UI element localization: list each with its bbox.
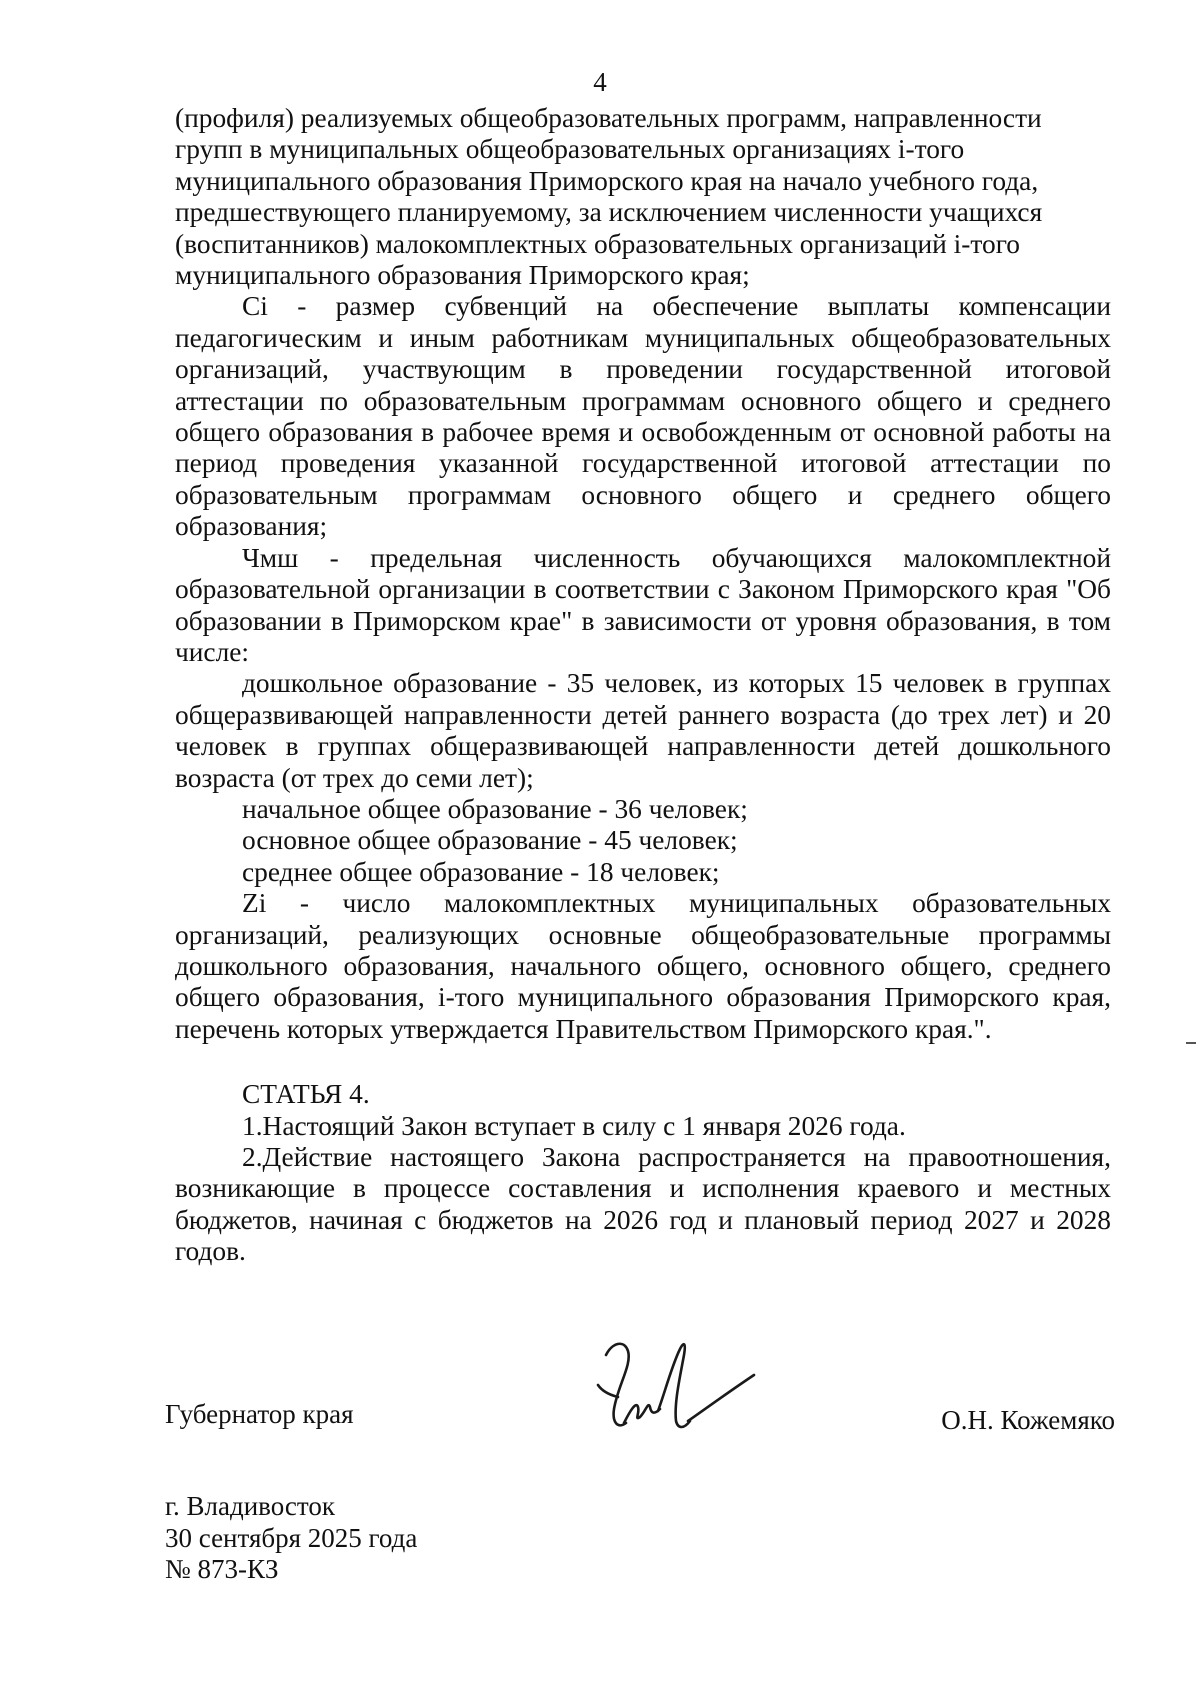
law-number: № 873-КЗ (165, 1554, 279, 1584)
governor-title: Губернатор края (165, 1399, 354, 1429)
document-body (175, 103, 1111, 1268)
paragraph-profile-continuation: (профиля) реализуемых общеобразовательных программ, направленности групп в муниципальных общеобразовательных организациях i-того муниципального образования Приморского края на начало учебного года, предшествующего планируемому, за исключением численности учащихся (воспитанников) малокомплектных образовательных организаций i-того муниципального образования Приморского края; (175, 103, 1043, 291)
article-item-1: 1.Настоящий Закон вступает в силу с 1 января 2026 года. (242, 1110, 906, 1141)
paragraph-chmsh-definition: Чмш - предельная численность обучающихся малокомплектной образовательной организации в соответствии с Законом Приморского края "Об образовании в Приморском крае" в зависимости от уровня образования, в том числе: (175, 542, 1111, 667)
law-date: 30 сентября 2025 года (165, 1522, 418, 1553)
spacer (175, 1045, 1111, 1079)
page-number: 4 (593, 67, 607, 97)
article-title: СТАТЬЯ 4. (242, 1079, 370, 1110)
paragraph-preschool-limit: дошкольное образование - 35 человек, из которых 15 человек в группах общеразвивающей направленности детей раннего возраста (до трех лет) и 20 человек в группах общеразвивающей направленности детей дошкольного возраста (от трех до семи лет); (175, 668, 1111, 793)
handwritten-signature-icon (588, 1325, 768, 1455)
paragraph-basic-limit: основное общее образование - 45 человек; (242, 825, 738, 856)
article-item-2: 2.Действие настоящего Закона распространяется на правоотношения, возникающие в процессе составления и исполнения краевого и местных бюджетов, начиная с бюджетов на 2026 год и плановый период 2027 и 2028 годов. (175, 1142, 1111, 1267)
paragraph-zi-definition: Zi - число малокомплектных муниципальных образовательных организаций, реализующих основные общеобразовательные программы дошкольного образования, начального общего, основного общего, среднего общего образования, i-того муниципального образования Приморского края, перечень которых утверждается Правительством Приморского края.". (175, 888, 1111, 1044)
paragraph-secondary-limit: среднее общее образование - 18 человек; (242, 856, 720, 887)
paragraph-ci-definition: Ci - размер субвенций на обеспечение выплаты компенсации педагогическим и иным работникам муниципальных общеобразовательных организаций, участвующим в проведении государственной итоговой аттестации по образовательным программам основного общего и среднего общего образования в рабочее время и освобожденным от основной работы на период проведения указанной государственной итоговой аттестации по образовательным программам основного общего и среднего общего образования; (175, 291, 1111, 542)
paragraph-primary-limit: начальное общее образование - 36 человек; (242, 793, 748, 824)
city: г. Владивосток (165, 1491, 335, 1521)
scan-artifact-mark (1186, 1042, 1196, 1044)
place-date-block (165, 1491, 417, 1586)
governor-name: О.Н. Кожемяко (941, 1405, 1115, 1435)
